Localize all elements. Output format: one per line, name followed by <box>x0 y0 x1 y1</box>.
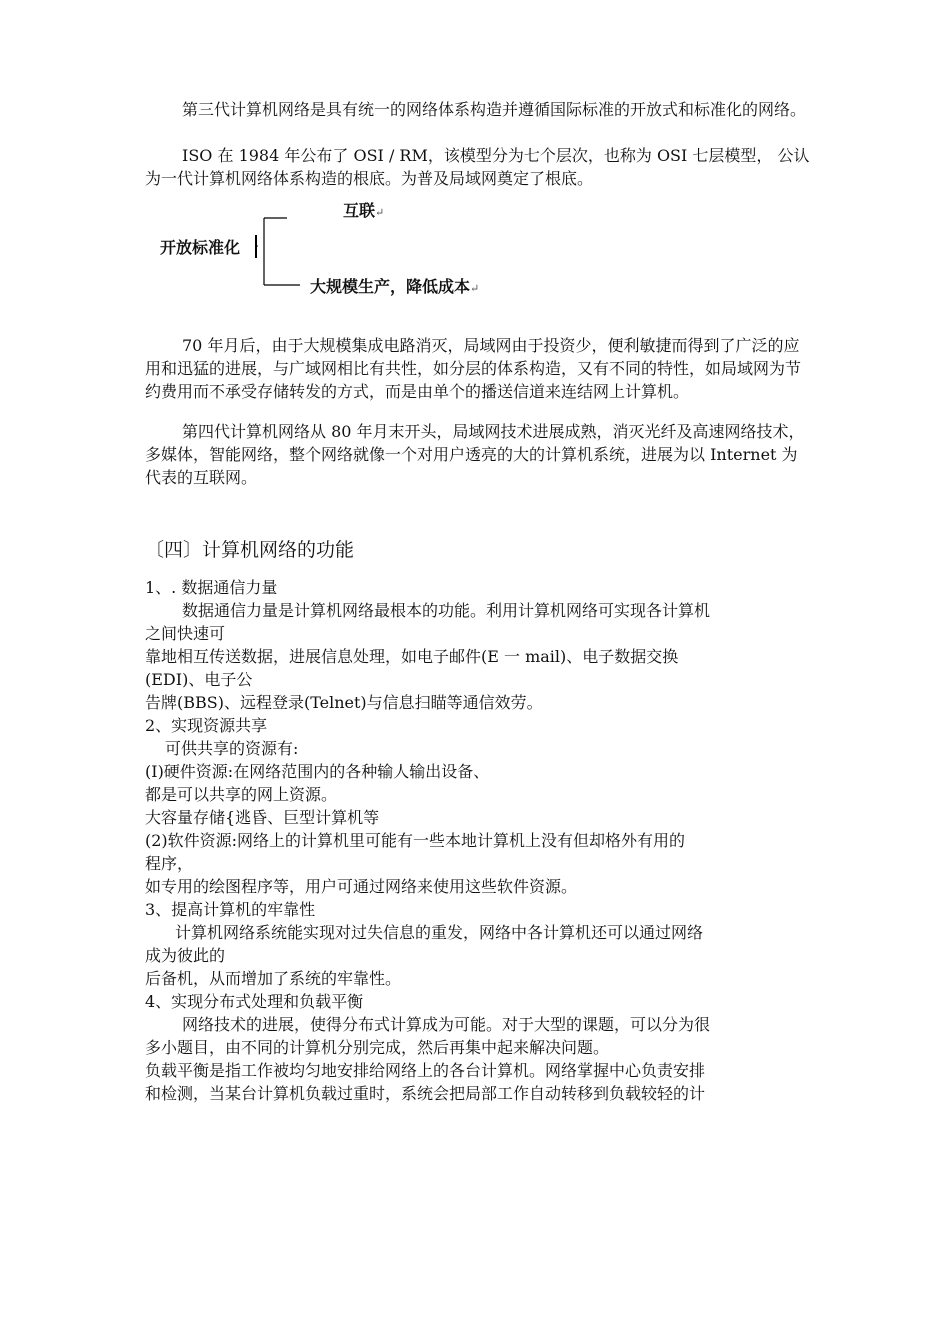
item3-line: 计算机网络系统能实现对过失信息的重发，网络中各计算机还可以通过网络 <box>175 923 704 942</box>
item3-line: 成为彼此的 <box>145 946 226 965</box>
item4-title: 4、实现分布式处理和负载平衡 <box>145 992 364 1011</box>
item2-line: (2)软件资源:网络上的计算机里可能有一些本地计算机上没有但却格外有用的 <box>145 831 686 850</box>
section-heading: 〔四〕计算机网络的功能 <box>145 539 355 561</box>
item1-line: (EDI)、电子公 <box>145 670 253 689</box>
item2-line: 大容量存储{逃昏、巨型计算机等 <box>145 808 380 827</box>
paragraph-third-generation: 第三代计算机网络是具有统一的网络体系构造并遵循国际标准的开放式和标准化的网络。 <box>182 100 807 119</box>
paragraph-mark: ↵ <box>470 282 480 295</box>
diagram-root-label: 开放标准化 <box>160 238 241 257</box>
item4-line: 和检测，当某台计算机负载过重时，系统会把局部工作自动转移到负载较轻的计 <box>145 1084 706 1103</box>
item1-title: 1、. 数据通信力量 <box>145 578 278 597</box>
item4-line: 网络技术的进展，使得分布式计算成为可能。对于大型的课题，可以分为很 <box>182 1015 711 1034</box>
paragraph-mark: ↵ <box>375 206 385 219</box>
item3-title: 3、提高计算机的牢靠性 <box>145 900 316 919</box>
paragraph-iso-osi: ISO 在 1984 年公布了 OSI / RM，该模型分为七个层次，也称为 OSI 七层模型， 公认为一代计算机网络体系构造的根底。为普及局域网奠定了根底。 <box>145 146 810 188</box>
item1-line: 数据通信力量是计算机网络最根本的功能。利用计算机网络可实现各计算机 <box>182 601 711 620</box>
paragraph-lan-1970s: 70 年月后，由于大规模集成电路消灭，局域网由于投资少，便利敏捷而得到了广泛的应用和迅猛的进展，与广域网相比有共性，如分层的体系构造，又有不同的特性，如局域网为节约费用而不承受存储转发的方式，而是由单个的播送信道来连结网上计算机。 <box>145 336 802 401</box>
item3-line: 后备机，从而增加了系统的牢靠性。 <box>145 969 402 988</box>
diagram-branch-top: 互联↵ <box>343 201 385 220</box>
paragraph-fourth-generation: 第四代计算机网络从 80 年月末开头，局域网技术进展成熟，消灭光纤及高速网络技术，多媒体，智能网络，整个网络就像一个对用户透亮的大的计算机系统，进展为以 Internet 为代表的互联网。 <box>145 422 805 487</box>
item4-line: 多小题目，由不同的计算机分别完成，然后再集中起来解决问题。 <box>145 1038 610 1057</box>
open-standardization-diagram <box>150 198 530 303</box>
item2-line: 都是可以共享的网上资源。 <box>145 785 338 804</box>
item2-title: 2、实现资源共享 <box>145 716 268 735</box>
item2-line: 可供共享的资源有: <box>165 739 299 758</box>
item1-line: 之间快速可 <box>145 624 226 643</box>
item1-line: 靠地相互传送数据，进展信息处理，如电子邮件(E 一 mail)、电子数据交换 <box>145 647 679 666</box>
item4-line: 负载平衡是指工作被均匀地安排给网络上的各台计算机。网络掌握中心负责安排 <box>145 1061 706 1080</box>
item1-line: 告牌(BBS)、远程登录(Telnet)与信息扫瞄等通信效劳。 <box>145 693 543 712</box>
item2-line: 程序， <box>145 854 194 873</box>
item2-line: 如专用的绘图程序等，用户可通过网络来使用这些软件资源。 <box>145 877 578 896</box>
item2-line: (I)硬件资源:在网络范围内的各种输人输出设备、 <box>145 762 490 781</box>
diagram-branch-bottom: 大规模生产，降低成本↵ <box>310 277 480 296</box>
